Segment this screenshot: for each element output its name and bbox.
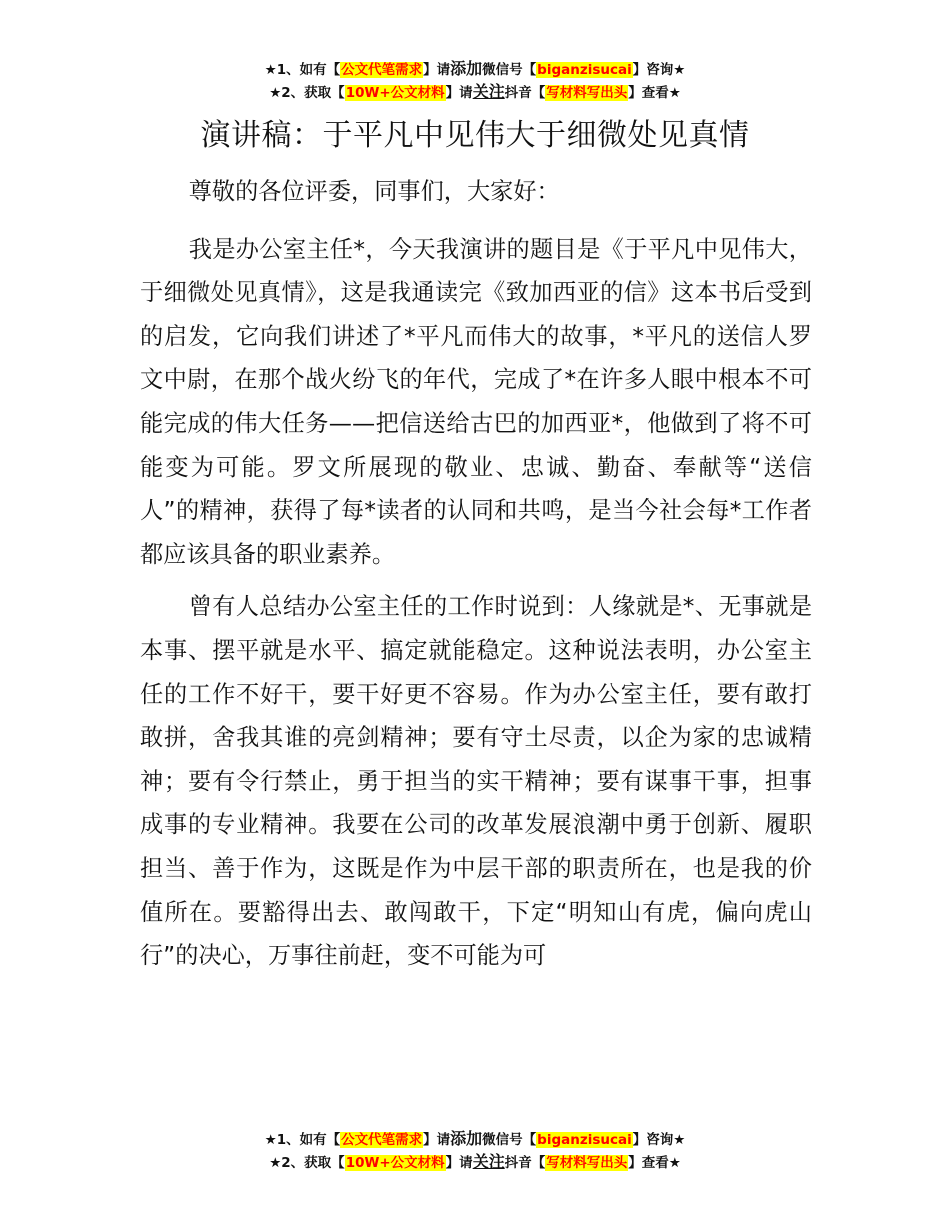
document-title: 演讲稿：于平凡中见伟大于细微处见真情: [200, 118, 750, 153]
promo-text: 】咨询★: [632, 62, 686, 78]
promo-highlight: 10W+公文材料: [345, 1155, 445, 1171]
promo-text: 】请: [445, 1155, 473, 1171]
promo-text: 】查看★: [628, 85, 681, 101]
promo-text: 】请: [445, 85, 473, 101]
promo-highlight: 公文代笔需求: [341, 1132, 423, 1148]
promo-emphasis: 关注: [472, 1152, 505, 1171]
promo-text: ★1、如有【: [264, 62, 341, 78]
promo-text: 抖音【: [504, 1155, 546, 1171]
promo-emphasis: 关注: [472, 82, 505, 101]
promo-text: 】请: [423, 62, 451, 78]
promo-line-2: [0, 1151, 950, 1174]
promo-emphasis: 添加: [450, 59, 483, 78]
promo-emphasis: 添加: [450, 1129, 483, 1148]
promo-highlight: 公文代笔需求: [341, 62, 423, 78]
bottom-promo-banner: [0, 1128, 950, 1174]
document-body: [140, 170, 812, 987]
greeting: 尊敬的各位评委，同事们，大家好：: [188, 178, 560, 205]
promo-text: ★2、获取【: [269, 85, 345, 101]
promo-text: ★2、获取【: [269, 1155, 345, 1171]
promo-text: 】查看★: [628, 1155, 681, 1171]
paragraph: 我是办公室主任*，今天我演讲的题目是《于平凡中见伟大，于细微处见真情》，这是我通读完《致加西亚的信》这本书后受到的启发，它向我们讲述了*平凡而伟大的故事，*平凡的送信人罗文中尉，在那个战火纷飞的年代，完成了*在许多人眼中根本不可能完成的伟大任务——把信送给古巴的加西亚*，他做到了将不可能变为可能。罗文所展现的敬业、忠诚、勤奋、奉献等“送信人”的精神，获得了每*读者的认同和共鸣，是当今社会每*工作者都应该具备的职业素养。: [140, 235, 812, 568]
promo-wechat-id: biganzisucai: [537, 1132, 632, 1148]
promo-line-2: [0, 81, 950, 104]
promo-text: 微信号【: [482, 62, 537, 78]
top-promo-banner: [0, 58, 950, 104]
promo-line-1: [0, 1128, 950, 1151]
promo-wechat-id: biganzisucai: [537, 62, 632, 78]
promo-line-1: [0, 58, 950, 81]
promo-text: 】请: [423, 1132, 451, 1148]
promo-douyin-id: 写材料写出头: [546, 1155, 628, 1171]
paragraph: 曾有人总结办公室主任的工作时说到：人缘就是*、无事就是本事、摆平就是水平、搞定就能稳定。这种说法表明，办公室主任的工作不好干，要干好更不容易。作为办公室主任，要有敢打敢拼，舍我其谁的亮剑精神；要有守土尽责，以企为家的忠诚精神；要有令行禁止，勇于担当的实干精神；要有谋事干事，担事成事的专业精神。我要在公司的改革发展浪潮中勇于创新、履职担当、善于作为，这既是作为中层干部的职责所在，也是我的价值所在。要豁得出去、敢闯敢干，下定“明知山有虎，偏向虎山行”的决心，万事往前赶，变不可能为可: [140, 593, 812, 970]
promo-douyin-id: 写材料写出头: [546, 85, 628, 101]
promo-highlight: 10W+公文材料: [345, 85, 445, 101]
promo-text: 抖音【: [504, 85, 546, 101]
promo-text: ★1、如有【: [264, 1132, 341, 1148]
promo-text: 】咨询★: [632, 1132, 686, 1148]
promo-text: 微信号【: [482, 1132, 537, 1148]
